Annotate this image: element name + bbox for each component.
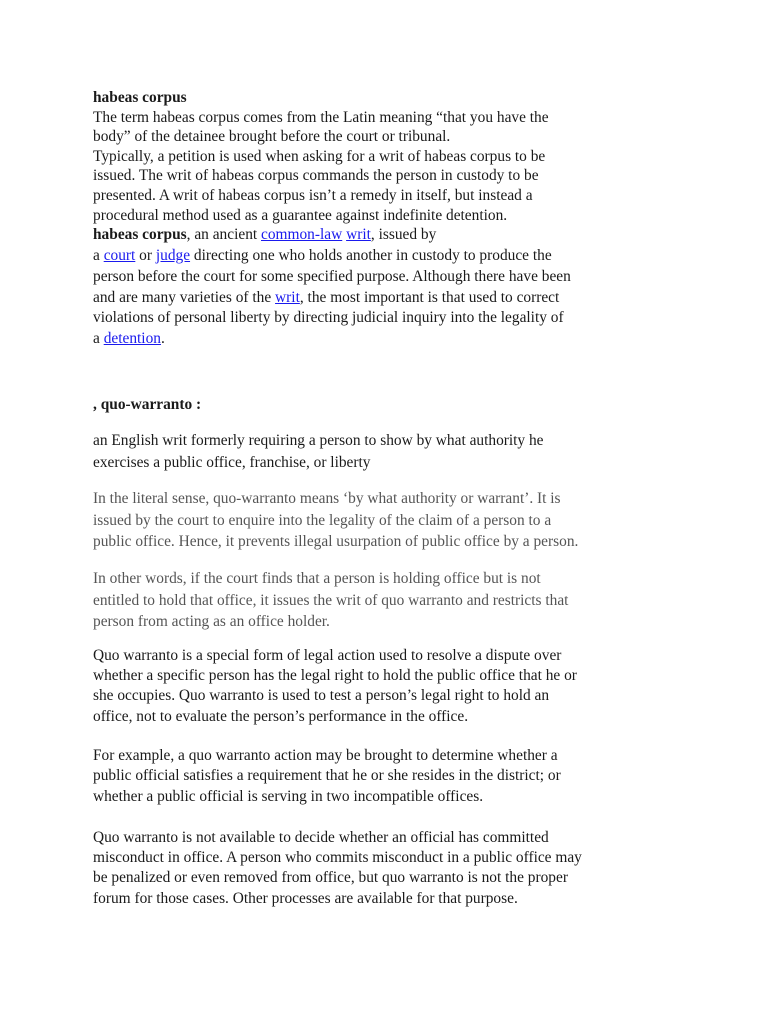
habeas-def-line: a detention. xyxy=(93,330,165,348)
paragraph-line: be penalized or even removed from office, but quo warranto is not the proper xyxy=(93,869,568,887)
paragraph-line: Quo warranto is not available to decide whether an official has committed xyxy=(93,829,549,846)
habeas-intro-line: issued. The writ of habeas corpus commands the person in custody to be xyxy=(93,167,539,185)
habeas-intro-line: presented. A writ of habeas corpus isn’t a remedy in itself, but instead a xyxy=(93,186,533,204)
quo-paragraph-example xyxy=(93,746,693,807)
paragraph-line: entitled to hold that office, it issues the writ of quo warranto and restricts that xyxy=(93,591,569,609)
quo-paragraph-literal-sense xyxy=(93,488,693,553)
quo-paragraph-special-form xyxy=(93,646,693,727)
paragraph-line: public official satisfies a requirement that he or she resides in the district; or xyxy=(93,767,561,785)
link-judge[interactable]: judge xyxy=(155,246,191,264)
quo-heading: , quo-warranto : xyxy=(93,396,202,413)
paragraph-line: misconduct in office. A person who commits misconduct in a public office may xyxy=(93,849,582,867)
habeas-intro-line: procedural method used as a guarantee against indefinite detention. xyxy=(93,206,508,224)
paragraph-line: issued by the court to enquire into the legality of the claim of a person to a xyxy=(93,511,552,529)
paragraph-line: public office. Hence, it prevents illegal usurpation of public office by a person. xyxy=(93,533,579,551)
paragraph-line: In other words, if the court finds that a person is holding office but is not xyxy=(93,570,541,587)
habeas-intro-line: Typically, a petition is used when asking for a writ of habeas corpus to be xyxy=(93,147,546,165)
paragraph-line: For example, a quo warranto action may be brought to determine whether a xyxy=(93,747,558,764)
link-detention[interactable]: detention xyxy=(103,330,161,348)
habeas-definition-block xyxy=(93,225,693,350)
habeas-def-line: a court or judge directing one who holds another in custody to produce the xyxy=(93,246,552,264)
quo-definition xyxy=(93,430,693,473)
paragraph-line: In the literal sense, quo-warranto means ‘by what authority or warrant’. It is xyxy=(93,490,561,507)
quo-heading-block xyxy=(93,394,693,416)
paragraph-line: office, not to evaluate the person’s performance in the office. xyxy=(93,707,469,725)
quo-definition-line: exercises a public office, franchise, or liberty xyxy=(93,453,371,471)
habeas-def-line: and are many varieties of the writ, the most important is that used to correct xyxy=(93,288,560,306)
habeas-def-line: person before the court for some specified purpose. Although there have been xyxy=(93,267,571,285)
habeas-intro-block xyxy=(93,88,693,225)
habeas-intro-line: body” of the detainee brought before the court or tribunal. xyxy=(93,128,451,146)
link-court[interactable]: court xyxy=(103,246,136,264)
quo-paragraph-in-other-words xyxy=(93,568,693,633)
quo-definition-line: an English writ formerly requiring a person to show by what authority he xyxy=(93,432,544,449)
paragraph-line: forum for those cases. Other processes are available for that purpose. xyxy=(93,889,518,907)
link-common-law[interactable]: common-law xyxy=(261,226,343,244)
habeas-intro-line: The term habeas corpus comes from the Latin meaning “that you have the xyxy=(93,108,549,126)
link-writ[interactable]: writ xyxy=(346,226,371,244)
habeas-heading: habeas corpus xyxy=(93,89,187,106)
quo-paragraph-not-available xyxy=(93,828,693,909)
paragraph-line: whether a specific person has the legal right to hold the public office that he or xyxy=(93,667,577,685)
paragraph-line: Quo warranto is a special form of legal action used to resolve a dispute over xyxy=(93,647,562,664)
habeas-def-line: habeas corpus, an ancient common-law writ, issued by xyxy=(93,226,437,244)
habeas-def-term: habeas corpus xyxy=(93,226,187,244)
document-page xyxy=(93,88,693,907)
paragraph-line: person from acting as an office holder. xyxy=(93,613,330,631)
paragraph-line: whether a public official is serving in two incompatible offices. xyxy=(93,787,484,805)
link-writ-2[interactable]: writ xyxy=(275,288,300,306)
habeas-def-line: violations of personal liberty by directing judicial inquiry into the legality of xyxy=(93,309,564,327)
paragraph-line: she occupies. Quo warranto is used to test a person’s legal right to hold an xyxy=(93,687,550,705)
